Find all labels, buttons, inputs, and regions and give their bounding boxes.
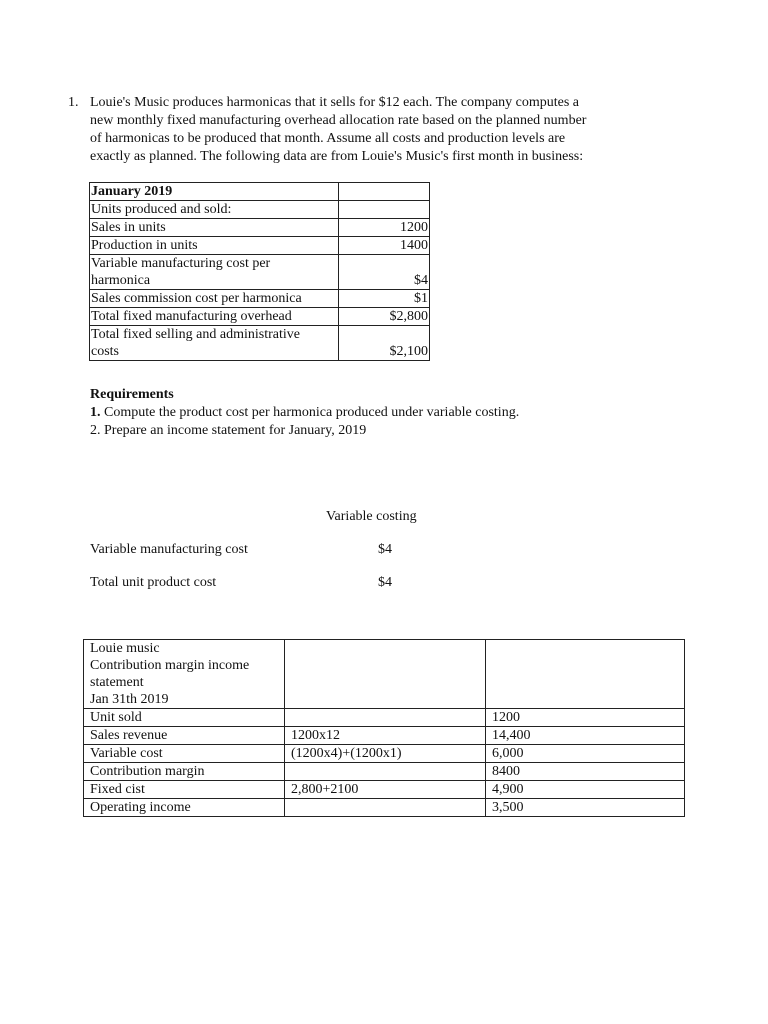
statement-calc [285, 799, 486, 817]
table-row [84, 745, 685, 763]
statement-title-line: statement [90, 675, 144, 690]
row-label-line: Total fixed selling and administrative [91, 327, 300, 342]
statement-label: Unit sold [84, 709, 285, 727]
statement-title-line: Contribution margin income [90, 658, 250, 673]
problem-number: 1. [68, 95, 79, 110]
statement-amount: 14,400 [486, 727, 685, 745]
statement-amount: 6,000 [486, 745, 685, 763]
statement-amount: 3,500 [486, 799, 685, 817]
row-label-line: costs [91, 344, 119, 359]
statement-label: Sales revenue [84, 727, 285, 745]
table-row [84, 763, 685, 781]
variable-costing-header: Variable costing [326, 509, 417, 524]
statement-label: Operating income [84, 799, 285, 817]
table-row [90, 308, 430, 326]
statement-calc [285, 763, 486, 781]
row-value: $1 [339, 290, 430, 308]
problem-text [90, 94, 650, 166]
row-label: Sales in units [90, 219, 339, 237]
empty-cell [486, 640, 685, 709]
requirements-section [90, 386, 690, 440]
table-row [90, 219, 430, 237]
statement-amount: 4,900 [486, 781, 685, 799]
variable-costing-value: $4 [378, 575, 392, 590]
table-header-cell: January 2019 [90, 183, 339, 201]
statement-amount: 1200 [486, 709, 685, 727]
row-label: Total fixed manufacturing overhead [90, 308, 339, 326]
income-statement-table [83, 639, 685, 817]
statement-calc: (1200x4)+(1200x1) [285, 745, 486, 763]
table-row [84, 781, 685, 799]
requirements-title: Requirements [90, 387, 174, 402]
statement-title-line: Louie music [90, 641, 160, 656]
variable-costing-value: $4 [378, 542, 392, 557]
table-row [84, 799, 685, 817]
statement-calc: 2,800+2100 [285, 781, 486, 799]
table-row [84, 727, 685, 745]
row-value: 1200 [339, 219, 430, 237]
variable-costing-label: Variable manufacturing cost [90, 542, 248, 557]
problem-line: new monthly fixed manufacturing overhead allocation rate based on the planned number [90, 113, 587, 128]
table-row [90, 290, 430, 308]
statement-label: Variable cost [84, 745, 285, 763]
row-value: $2,100 [339, 326, 430, 361]
table-row [90, 201, 430, 219]
problem-line: exactly as planned. The following data are from Louie's Music's first month in business: [90, 149, 584, 164]
statement-calc [285, 709, 486, 727]
statement-amount: 8400 [486, 763, 685, 781]
statement-title-line: Jan 31th 2019 [90, 692, 169, 707]
table-row [90, 237, 430, 255]
given-data-table [89, 182, 430, 361]
problem-line: of harmonicas to be produced that month. Assume all costs and production levels are [90, 131, 566, 146]
row-label [90, 326, 339, 361]
row-value [339, 201, 430, 219]
statement-label: Contribution margin [84, 763, 285, 781]
row-label: Production in units [90, 237, 339, 255]
row-label: Sales commission cost per harmonica [90, 290, 339, 308]
table-row [84, 709, 685, 727]
table-row [90, 255, 430, 290]
problem-line: Louie's Music produces harmonicas that it sells for $12 each. The company computes a [90, 95, 580, 110]
requirement-1-number: 1. [90, 405, 101, 420]
table-row [90, 326, 430, 361]
row-label [90, 255, 339, 290]
row-value: $4 [339, 255, 430, 290]
requirement-1-text: Compute the product cost per harmonica produced under variable costing. [100, 405, 520, 420]
table-row [84, 640, 685, 709]
statement-title-cell [84, 640, 285, 709]
statement-calc: 1200x12 [285, 727, 486, 745]
row-label: Units produced and sold: [90, 201, 339, 219]
row-label-line: harmonica [91, 273, 151, 288]
variable-costing-label: Total unit product cost [90, 575, 217, 590]
row-value: 1400 [339, 237, 430, 255]
table-row [90, 183, 430, 201]
statement-label: Fixed cist [84, 781, 285, 799]
row-value: $2,800 [339, 308, 430, 326]
requirement-2: 2. Prepare an income statement for January, 2019 [90, 423, 367, 438]
row-label-line: Variable manufacturing cost per [91, 256, 271, 271]
requirement-1 [90, 404, 690, 422]
empty-cell [285, 640, 486, 709]
table-header-value-cell [339, 183, 430, 201]
